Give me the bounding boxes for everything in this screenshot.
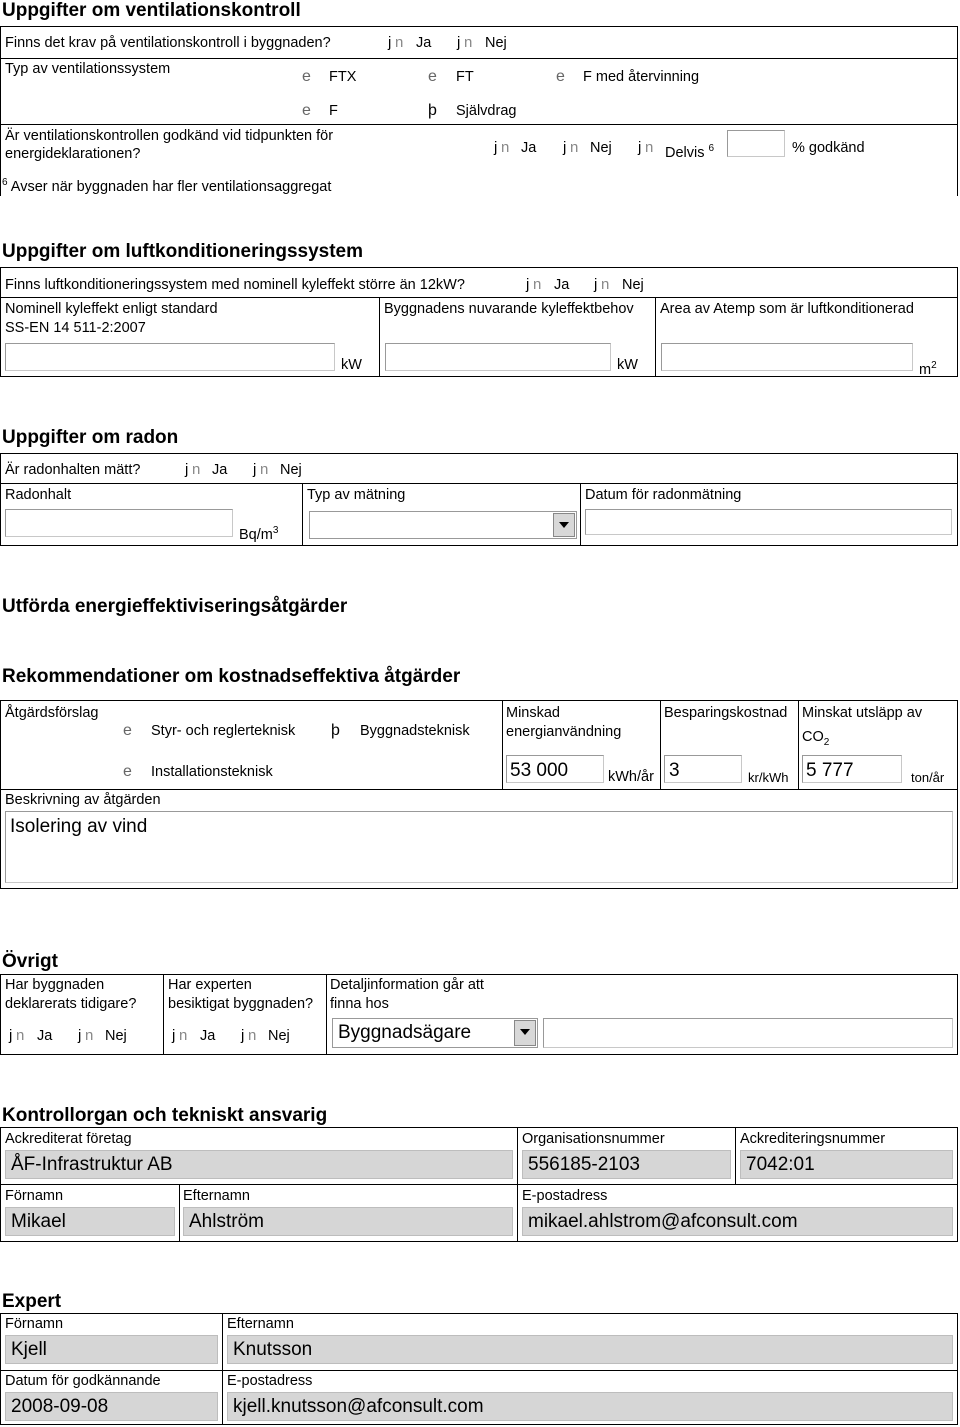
vent-percent-label: % godkänd [792, 140, 865, 156]
vent-approved-nej-radio[interactable]: j n [563, 139, 579, 156]
radon-ja-label: Ja [212, 462, 228, 478]
vent-required-nej-label: Nej [485, 35, 507, 51]
measures-col-utslapp-2: $CO_2$ [802, 729, 830, 748]
vent-ft-label: FT [456, 69, 474, 85]
expert-epost-field[interactable]: kjell.knutsson@afconsult.com [227, 1392, 953, 1421]
expert-datum-field[interactable]: 2008-09-08 [5, 1392, 218, 1421]
vent-q-required: Finns det krav på ventilationskontroll i byggnaden? [5, 35, 331, 51]
ovrigt-deklarerat-ja-label: Ja [37, 1028, 53, 1044]
ac-nej-radio[interactable]: j n [594, 276, 610, 293]
ac-q: Finns luftkonditioneringssystem med nominell kyleffekt större än 12kW? [5, 277, 465, 293]
ac-nej-label: Nej [622, 277, 644, 293]
ovrigt-besiktigat-ja-label: Ja [200, 1028, 216, 1044]
radon-type-select[interactable] [309, 511, 577, 539]
ovrigt-besiktigat-nej-label: Nej [268, 1028, 290, 1044]
ovrigt-besiktigat-nej-radio[interactable]: j n [241, 1027, 257, 1044]
kontroll-efternamn-field[interactable]: Ahlström [183, 1207, 513, 1236]
measures-minskad-value: 53 000 [510, 760, 569, 781]
ac-ja-label: Ja [554, 277, 570, 293]
measures-utslapp-unit: ton/år [911, 770, 945, 785]
vent-approved-nej-label: Nej [590, 140, 612, 156]
vent-q-approved-1: Är ventilationskontrollen godkänd vid tidpunkten för [5, 128, 334, 144]
measures-bygg-checkbox-checked[interactable]: þ [331, 722, 340, 739]
ovrigt-c1-label-2: deklarerats tidigare? [5, 996, 137, 1012]
ac-col1-standard: SS-EN 14 511-2:2007 [5, 320, 146, 336]
expert-title: Expert [2, 1291, 62, 1312]
radon-q: Är radonhalten mätt? [5, 462, 141, 478]
measures-inst-checkbox[interactable]: e [123, 763, 132, 780]
vent-ftx-label: FTX [329, 69, 357, 85]
vent-percent-input[interactable] [727, 130, 785, 157]
ovrigt-deklarerat-nej-label: Nej [105, 1028, 127, 1044]
measures-col-minskad-1: Minskad [506, 705, 560, 721]
measures-bygg-label: Byggnadsteknisk [360, 723, 470, 739]
vent-required-ja-label: Ja [416, 35, 432, 51]
ovrigt-c2-label-1: Har experten [168, 977, 252, 993]
ac-nominal-input[interactable] [5, 343, 335, 371]
vent-approved-delvis-label: Delvis $^6$ [665, 143, 715, 161]
vent-f-ater-checkbox[interactable]: e [556, 68, 565, 85]
radon-value-input[interactable] [5, 509, 233, 537]
ovrigt-deklarerat-ja-radio[interactable]: j n [9, 1027, 25, 1044]
expert-efternamn-label: Efternamn [227, 1316, 294, 1332]
measures-minskad-unit: kWh/år [608, 769, 654, 785]
kontroll-fornamn-field[interactable]: Mikael [5, 1207, 175, 1236]
ovrigt-c3-label-1: Detaljinformation går att [330, 977, 484, 993]
measures-col-besp: Besparingskostnad [664, 705, 788, 721]
kontroll-orgnr-field[interactable]: 556185-2103 [522, 1150, 731, 1179]
ac-col2-label: Byggnadens nuvarande kyleffektbehov [384, 301, 634, 317]
ovrigt-c2-label-2: besiktigat byggnaden? [168, 996, 314, 1012]
ovrigt-c1-label-1: Har byggnaden [5, 977, 105, 993]
ac-demand-input[interactable] [385, 343, 611, 371]
measures-beskr-label: Beskrivning av åtgärden [5, 792, 161, 808]
ovrigt-info-input[interactable] [543, 1018, 953, 1048]
radon-nej-label: Nej [280, 462, 302, 478]
kontroll-epost-label: E-postadress [522, 1188, 608, 1204]
ac-col3-label: Area av Atemp som är luftkonditionerad [660, 301, 914, 317]
ac-unit-m2: $m^2$ [919, 360, 937, 378]
radon-col2-label: Typ av mätning [307, 487, 406, 503]
kontroll-foretag-field[interactable]: ÅF-Infrastruktur AB [5, 1150, 513, 1179]
kontroll-foretag-label: Ackrediterat företag [5, 1131, 132, 1147]
radon-title: Uppgifter om radon [2, 427, 179, 448]
vent-sjalvdrag-label: Självdrag [456, 103, 517, 119]
vent-required-ja-radio[interactable]: j n [388, 34, 404, 51]
kontroll-ackr-field[interactable]: 7042:01 [740, 1150, 953, 1179]
vent-f-label: F [329, 103, 338, 119]
vent-ft-checkbox[interactable]: e [428, 68, 437, 85]
vent-sjalvdrag-checkbox-checked[interactable]: þ [428, 102, 437, 119]
vent-f-checkbox[interactable]: e [302, 102, 311, 119]
kontroll-fornamn-label: Förnamn [5, 1188, 64, 1204]
vent-footnote: $^6$ Avser när byggnaden har fler ventilationsaggregat [2, 177, 332, 195]
radon-ja-radio[interactable]: j n [185, 461, 201, 478]
vent-required-nej-radio[interactable]: j n [457, 34, 473, 51]
measures-col-atgard: Åtgärdsförslag [5, 705, 99, 721]
measures-styr-label: Styr- och reglerteknisk [151, 723, 296, 739]
radon-col3-label: Datum för radonmätning [585, 487, 742, 503]
kontroll-orgnr-label: Organisationsnummer [522, 1131, 665, 1147]
expert-efternamn-field[interactable]: Knutsson [227, 1335, 953, 1364]
ac-ja-radio[interactable]: j n [526, 276, 542, 293]
expert-fornamn-field[interactable]: Kjell [5, 1335, 218, 1364]
vent-q-type: Typ av ventilationssystem [5, 61, 171, 77]
vent-ftx-checkbox[interactable]: e [302, 68, 311, 85]
chevron-down-icon[interactable] [553, 513, 575, 537]
vent-approved-ja-radio[interactable]: j n [494, 139, 510, 156]
ovrigt-deklarerat-nej-radio[interactable]: j n [78, 1027, 94, 1044]
measures-col-utslapp-1: Minskat utsläpp av [802, 705, 923, 721]
chevron-down-icon[interactable] [514, 1020, 536, 1046]
measures-beskr-value: Isolering av vind [10, 816, 148, 837]
vent-f-ater-label: F med återvinning [583, 69, 700, 85]
radon-col1-label: Radonhalt [5, 487, 72, 503]
expert-datum-label: Datum för godkännande [5, 1373, 161, 1389]
vent-approved-delvis-radio[interactable]: j n [638, 139, 654, 156]
measures-besp-value: 3 [669, 760, 680, 781]
ovrigt-info-select[interactable] [332, 1018, 538, 1048]
ovrigt-besiktigat-ja-radio[interactable]: j n [172, 1027, 188, 1044]
radon-nej-radio[interactable]: j n [253, 461, 269, 478]
measures-besp-unit: kr/kWh [748, 770, 789, 785]
ovrigt-info-select-value: Byggnadsägare [338, 1022, 472, 1043]
measures-inst-label: Installationsteknisk [151, 764, 273, 780]
measures-title-1: Utförda energieffektiviseringsåtgärder [2, 596, 348, 617]
ac-title: Uppgifter om luftkonditioneringssystem [2, 241, 364, 262]
ac-unit-kw: kW [341, 357, 362, 373]
ac-area-input[interactable] [661, 343, 913, 371]
measures-utslapp-value: 5 777 [806, 760, 854, 781]
ac-col1-label: Nominell kyleffekt enligt standard [5, 301, 218, 317]
kontroll-title: Kontrollorgan och tekniskt ansvarig [2, 1105, 328, 1126]
expert-fornamn-label: Förnamn [5, 1316, 64, 1332]
vent-q-approved-2: energideklarationen? [5, 146, 141, 162]
expert-epost-label: E-postadress [227, 1373, 313, 1389]
radon-date-input[interactable] [585, 509, 952, 535]
vent-approved-ja-label: Ja [521, 140, 537, 156]
kontroll-efternamn-label: Efternamn [183, 1188, 250, 1204]
measures-styr-checkbox[interactable]: e [123, 722, 132, 739]
measures-title-2: Rekommendationer om kostnadseffektiva åtgärder [2, 666, 461, 687]
kontroll-ackr-label: Ackrediteringsnummer [740, 1131, 886, 1147]
ovrigt-c3-label-2: finna hos [330, 996, 389, 1012]
ac-unit-kw2: kW [617, 357, 638, 373]
ovrigt-title: Övrigt [2, 951, 58, 972]
vent-title: Uppgifter om ventilationskontroll [2, 0, 301, 21]
measures-col-minskad-2: energianvändning [506, 724, 622, 740]
kontroll-epost-field[interactable]: mikael.ahlstrom@afconsult.com [522, 1207, 953, 1236]
radon-unit: $Bq/m^3$ [239, 525, 279, 543]
